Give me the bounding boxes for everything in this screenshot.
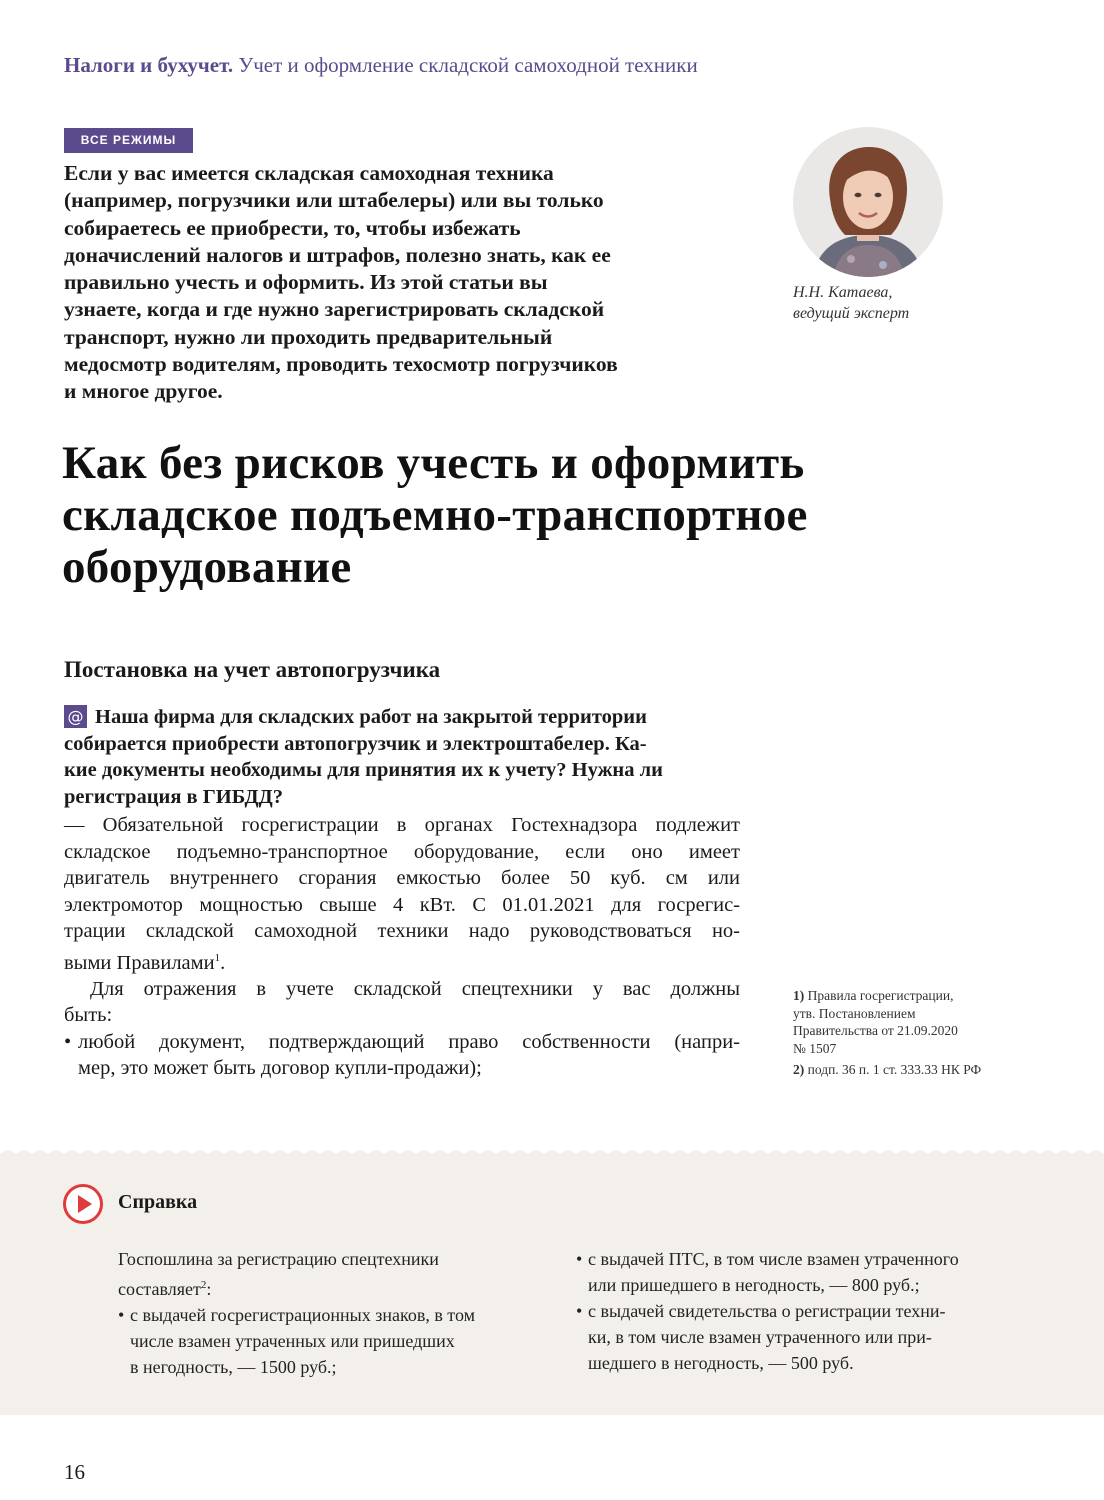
footnote-text: № 1507 [793, 1040, 837, 1056]
headline-line: складское подъемно-транспортное [62, 489, 808, 541]
reference-bullet-text: с выдачей госрегистрационных знаков, в том [130, 1305, 475, 1325]
bullet-icon: • [576, 1249, 583, 1269]
footnote-number: 2) [793, 1062, 805, 1077]
answer-line [64, 945, 740, 976]
reference-bullet-line [576, 1246, 959, 1272]
question-line-text: Наша фирма для складских работ на закрытой территории [95, 706, 647, 728]
reference-title: Справка [118, 1191, 198, 1213]
answer-line: складское подъемно-транспортное оборудование, если оно имеет [64, 840, 740, 863]
author-role: ведущий эксперт [793, 305, 910, 322]
answer-line-end: . [220, 951, 226, 974]
reference-bullet-text: с выдачей ПТС, в том числе взамен утраченного [588, 1249, 959, 1269]
reader-question [64, 704, 744, 810]
mode-badge: ВСЕ РЕЖИМЫ [64, 128, 193, 153]
reference-bullet-text: с выдачей свидетельства о регистрации техни- [588, 1301, 946, 1321]
answer-body [64, 812, 740, 1082]
footnote-number: 1) [793, 988, 805, 1003]
lead-paragraph [64, 160, 744, 406]
page-number: 16 [64, 1460, 85, 1484]
footnote-2 [793, 1061, 1033, 1079]
reference-bullet-cont: в негодность, — 1500 руб.; [130, 1357, 337, 1377]
bullet-icon: • [118, 1305, 125, 1325]
scalloped-edge [0, 1145, 1104, 1155]
reference-bullet-cont: или пришедшего в негодность, — 800 руб.; [588, 1275, 920, 1295]
footnote-text: подп. 36 п. 1 ст. 333.33 НК РФ [807, 1062, 982, 1077]
bullet-text: любой документ, подтверждающий право собственности (напри- [78, 1030, 740, 1053]
question-line: кие документы необходимы для принятия их к учету? Нужна ли [64, 759, 663, 781]
reference-line-text: составляет [118, 1279, 201, 1299]
running-head [64, 53, 698, 78]
reference-line: Госпошлина за регистрацию спецтехники [118, 1249, 439, 1269]
footnote-text: Правила госрегистрации, [807, 988, 954, 1003]
article-headline [62, 437, 1062, 593]
reference-bullet-cont: шедшего в негодность, — 500 руб. [588, 1353, 854, 1373]
answer-line: двигатель внутреннего сгорания емкостью более 50 куб. см или [64, 867, 740, 889]
question-line: собирается приобрести автопогрузчик и электроштабелер. Ка- [64, 732, 647, 755]
answer-line: электромотор мощностью свыше 4 кВт. С 01.01.2021 для госрегис- [64, 893, 740, 916]
footnote-1 [793, 987, 1033, 1057]
bullet-line [64, 1029, 740, 1056]
answer-line: трации складской самоходной техники надо руководствоваться но- [64, 920, 740, 942]
lead-line: (например, погрузчики или штабелеры) или вы только [64, 188, 604, 213]
footnotes [793, 987, 1033, 1083]
author-portrait-illustration [793, 127, 943, 277]
lead-line: доначислений налогов и штрафов, полезно знать, как ее [64, 242, 611, 267]
answer-line: Для отражения в учете складской спецтехники у вас должны [90, 977, 740, 1000]
reference-left-column [118, 1246, 475, 1380]
footnote-ref[interactable]: 2 [200, 1279, 207, 1291]
bullet-line-cont: мер, это может быть договор купли-продажи); [78, 1057, 482, 1080]
answer-line-text: выми Правилами [64, 951, 215, 974]
question-line: регистрация в ГИБДД? [64, 785, 283, 808]
reference-line [118, 1272, 475, 1302]
reference-bullet-cont: числе взамен утраченных или пришедших [130, 1331, 455, 1351]
author-name: Н.Н. Катаева, [793, 284, 893, 301]
question-line [64, 704, 744, 731]
lead-line: собираетесь ее приобрести, то, чтобы избежать [64, 215, 521, 240]
author-caption [793, 282, 909, 324]
lead-line: узнаете, когда и где нужно зарегистрировать складской [64, 297, 605, 322]
lead-line: и многое другое. [64, 379, 223, 404]
reference-bullet-line [576, 1298, 959, 1324]
reference-line-end: : [206, 1279, 212, 1299]
headline-line: оборудование [62, 541, 352, 593]
author-photo [793, 127, 943, 277]
headline-line: Как без рисков учесть и оформить [62, 437, 805, 489]
lead-line: Если у вас имеется складская самоходная техника [64, 161, 554, 185]
reference-bullet-line [118, 1302, 475, 1328]
section-subhead: Постановка на учет автопогрузчика [64, 657, 441, 682]
answer-line: — Обязательной госрегистрации в органах Гостехнадзора подлежит [64, 814, 740, 836]
answer-line: быть: [64, 1004, 113, 1027]
bullet-icon: • [64, 1030, 72, 1053]
running-head-section: Налоги и бухучет. [64, 53, 234, 77]
play-icon [62, 1183, 104, 1225]
lead-line: медосмотр водителям, проводить техосмотр погрузчиков [64, 352, 618, 377]
footnote-text: утв. Постановлением [793, 1005, 916, 1021]
footnote-text: Правительства от 21.09.2020 [793, 1023, 958, 1038]
lead-line: транспорт, нужно ли проходить предварительный [64, 324, 553, 349]
lead-line: правильно учесть и оформить. Из этой статьи вы [64, 270, 548, 295]
at-icon: @ [64, 705, 87, 728]
running-head-title: Учет и оформление складской самоходной техники [238, 53, 698, 77]
reference-bullet-cont: ки, в том числе взамен утраченного или при- [588, 1327, 932, 1347]
reference-right-column [576, 1246, 959, 1376]
footnote-ref[interactable]: 1 [214, 951, 221, 964]
bullet-icon: • [576, 1301, 583, 1321]
